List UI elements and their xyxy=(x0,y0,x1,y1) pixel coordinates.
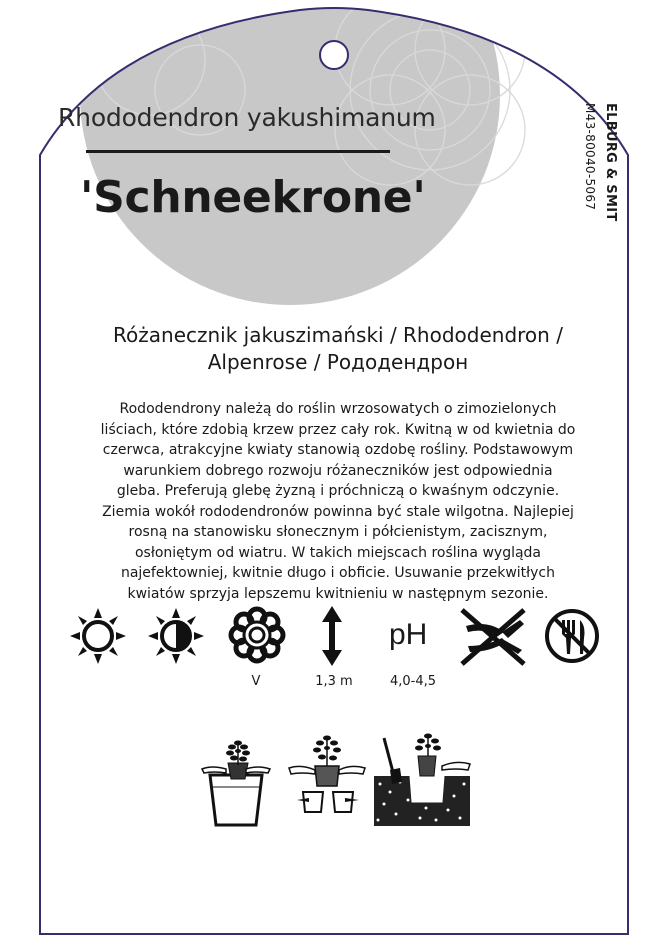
description xyxy=(70,399,606,604)
description-line: rosną na stanowisku słonecznym i półcienistym, zacisznym, xyxy=(128,524,548,540)
full-sun-icon xyxy=(70,608,126,664)
common-names xyxy=(68,322,608,376)
flowering-month-label: V xyxy=(251,674,261,689)
no-pruning-icon xyxy=(458,606,528,668)
description-line: najefektowniej, kwitnie długo i obficie. Usuwanie przekwitłych xyxy=(120,565,556,581)
ph-icon: pH xyxy=(389,618,428,651)
flower-icon xyxy=(228,606,286,664)
half-shade-icon xyxy=(148,608,204,664)
description-line: liściach, które zdobią krzew przez cały rok. Kwitną w od kwietnia do xyxy=(100,421,576,438)
description-line: kwiatów sprzyja lepszemu kwitnieniu w następnym sezonie. xyxy=(127,585,549,602)
brand-name: ELBURG & SMIT xyxy=(603,103,618,222)
latin-name: Rhododendron yakushimanum xyxy=(58,103,436,132)
height-arrow-icon xyxy=(320,606,344,666)
description-line: Rododendrony należą do roślin wrzosowatych o zimozielonych xyxy=(119,401,557,417)
description-line: osłoniętym od wiatru. W takich miejscach roślina wygląda xyxy=(134,544,542,561)
description-line: czerwca, atrakcyjne kwiaty stanowią ozdobę rośliny. Podstawowym xyxy=(102,442,574,458)
planting-step-plant-in-soil-icon xyxy=(372,730,472,828)
common-names-line: Alpenrose / Рододендрон xyxy=(207,350,469,374)
planting-step-soak-icon xyxy=(198,735,274,827)
hang-hole xyxy=(320,41,348,69)
height-label: 1,3 m xyxy=(315,674,353,689)
not-edible-icon xyxy=(544,608,600,664)
title-divider xyxy=(86,150,390,153)
ph-range-label: 4,0-4,5 xyxy=(389,674,437,689)
cultivar-name: 'Schneekrone' xyxy=(80,172,426,223)
common-names-line: Różanecznik jakuszimański / Rhododendron / xyxy=(113,323,563,347)
description-line: warunkiem dobrego rozwoju różaneczników jest odpowiednia xyxy=(123,462,553,479)
description-line: gleba. Preferują glebę żyzną i próchniczą o kwaśnym odczynie. xyxy=(116,483,560,499)
product-code: M43-80040-5067 xyxy=(583,103,597,211)
planting-step-remove-pot-icon xyxy=(287,730,367,826)
description-line: Ziemia wokół rododendronów powinna być stale wilgotna. Najlepiej xyxy=(102,503,574,520)
